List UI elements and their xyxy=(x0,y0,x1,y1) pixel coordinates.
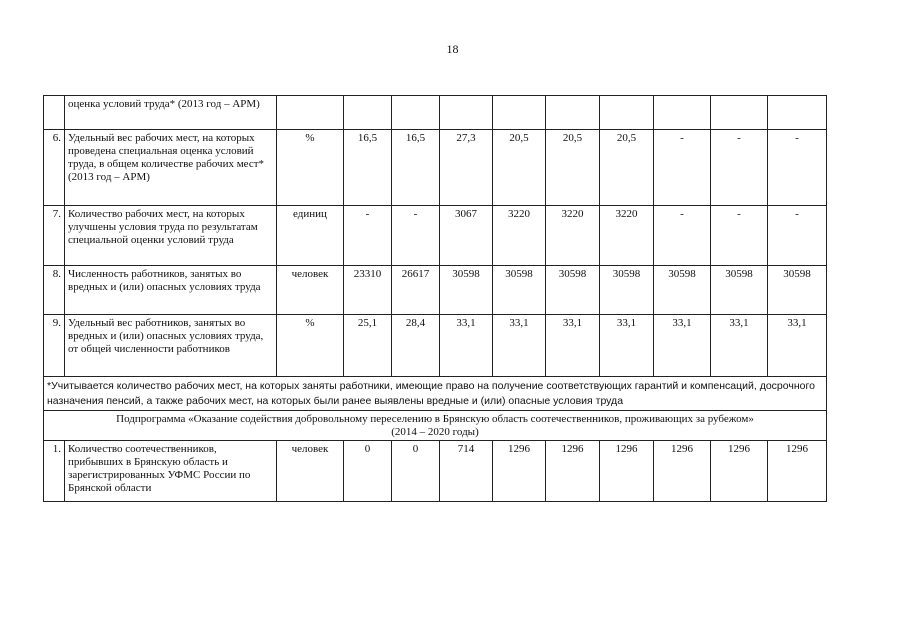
indicator-name: Численность работников, занятых во вредных и (или) опасных условиях труда xyxy=(65,266,277,315)
value-cell: 33,1 xyxy=(546,315,600,377)
unit-cell: единиц xyxy=(277,206,344,266)
value-cell: 3220 xyxy=(546,206,600,266)
value-cell: - xyxy=(392,206,440,266)
value-cell: - xyxy=(344,206,392,266)
value-cell: 3220 xyxy=(493,206,546,266)
table-row xyxy=(44,130,827,206)
page-number: 18 xyxy=(446,42,459,56)
value-cell: - xyxy=(711,130,768,206)
value-cell: 30598 xyxy=(654,266,711,315)
indicator-name: Количество рабочих мест, на которых улучшены условия труда по результатам специальной оценки условий труда xyxy=(65,206,277,266)
value-cell: 33,1 xyxy=(493,315,546,377)
value-cell xyxy=(392,96,440,130)
unit-cell: человек xyxy=(277,266,344,315)
indicator-name: Количество соотечественников, прибывших в Брянскую область и зарегистрированных УФМС России по Брянской области xyxy=(65,441,277,502)
value-cell xyxy=(654,96,711,130)
unit-cell xyxy=(277,96,344,130)
row-number: 6. xyxy=(44,130,65,206)
value-cell: 20,5 xyxy=(493,130,546,206)
value-cell xyxy=(493,96,546,130)
row-number: 1. xyxy=(44,441,65,502)
value-cell xyxy=(440,96,493,130)
table-row xyxy=(44,441,827,502)
value-cell xyxy=(344,96,392,130)
table-row xyxy=(44,206,827,266)
value-cell: 33,1 xyxy=(600,315,654,377)
unit-cell: % xyxy=(277,130,344,206)
table-row xyxy=(44,96,827,130)
row-number xyxy=(44,96,65,130)
unit-cell: % xyxy=(277,315,344,377)
value-cell: 0 xyxy=(392,441,440,502)
value-cell: 26617 xyxy=(392,266,440,315)
value-cell: 16,5 xyxy=(392,130,440,206)
subprogram-period: (2014 – 2020 годы) xyxy=(391,426,479,438)
value-cell: 3067 xyxy=(440,206,493,266)
value-cell: 30598 xyxy=(493,266,546,315)
value-cell: 30598 xyxy=(768,266,827,315)
value-cell: 714 xyxy=(440,441,493,502)
value-cell: - xyxy=(654,130,711,206)
value-cell: 25,1 xyxy=(344,315,392,377)
value-cell: 0 xyxy=(344,441,392,502)
indicator-name: Удельный вес рабочих мест, на которых проведена специальная оценка условий труда, в общем количестве рабочих мест* (2013 год – АРМ) xyxy=(65,130,277,206)
value-cell: - xyxy=(711,206,768,266)
value-cell: 28,4 xyxy=(392,315,440,377)
value-cell: 23310 xyxy=(344,266,392,315)
value-cell: 1296 xyxy=(600,441,654,502)
table-row xyxy=(44,266,827,315)
value-cell xyxy=(546,96,600,130)
indicator-name: Удельный вес работников, занятых во вредных и (или) опасных условиях труда, от общей численности работников xyxy=(65,315,277,377)
value-cell xyxy=(768,96,827,130)
unit-cell: человек xyxy=(277,441,344,502)
value-cell: 1296 xyxy=(493,441,546,502)
row-number: 9. xyxy=(44,315,65,377)
subprogram-title: Подпрограмма «Оказание содействия добровольному переселению в Брянскую область соотечественников, проживающих за рубежом» xyxy=(116,413,754,425)
value-cell: 20,5 xyxy=(600,130,654,206)
value-cell: 16,5 xyxy=(344,130,392,206)
value-cell: - xyxy=(768,206,827,266)
value-cell: 33,1 xyxy=(440,315,493,377)
value-cell: 1296 xyxy=(546,441,600,502)
value-cell: 33,1 xyxy=(654,315,711,377)
value-cell: 30598 xyxy=(546,266,600,315)
value-cell: 20,5 xyxy=(546,130,600,206)
value-cell: 33,1 xyxy=(711,315,768,377)
subprogram-header xyxy=(44,411,827,441)
value-cell xyxy=(600,96,654,130)
value-cell: 3220 xyxy=(600,206,654,266)
indicators-table xyxy=(43,95,827,502)
value-cell: - xyxy=(768,130,827,206)
value-cell: 30598 xyxy=(600,266,654,315)
value-cell: 27,3 xyxy=(440,130,493,206)
value-cell: 1296 xyxy=(768,441,827,502)
value-cell: 30598 xyxy=(711,266,768,315)
value-cell: 1296 xyxy=(654,441,711,502)
table-row xyxy=(44,315,827,377)
value-cell: 30598 xyxy=(440,266,493,315)
value-cell: - xyxy=(654,206,711,266)
value-cell xyxy=(711,96,768,130)
row-number: 8. xyxy=(44,266,65,315)
footnote-text: *Учитывается количество рабочих мест, на которых заняты работники, имеющие право на получение соответствующих гарантий и компенсаций, досрочного назначения пенсий, а также рабочих мест, на которых были ранее выявлены вредные и (или) опасные условия труда xyxy=(44,377,827,411)
value-cell: 1296 xyxy=(711,441,768,502)
row-number: 7. xyxy=(44,206,65,266)
subprogram-row xyxy=(44,411,827,441)
value-cell: 33,1 xyxy=(768,315,827,377)
indicator-name: оценка условий труда* (2013 год – АРМ) xyxy=(65,96,277,130)
footnote-row xyxy=(44,377,827,411)
